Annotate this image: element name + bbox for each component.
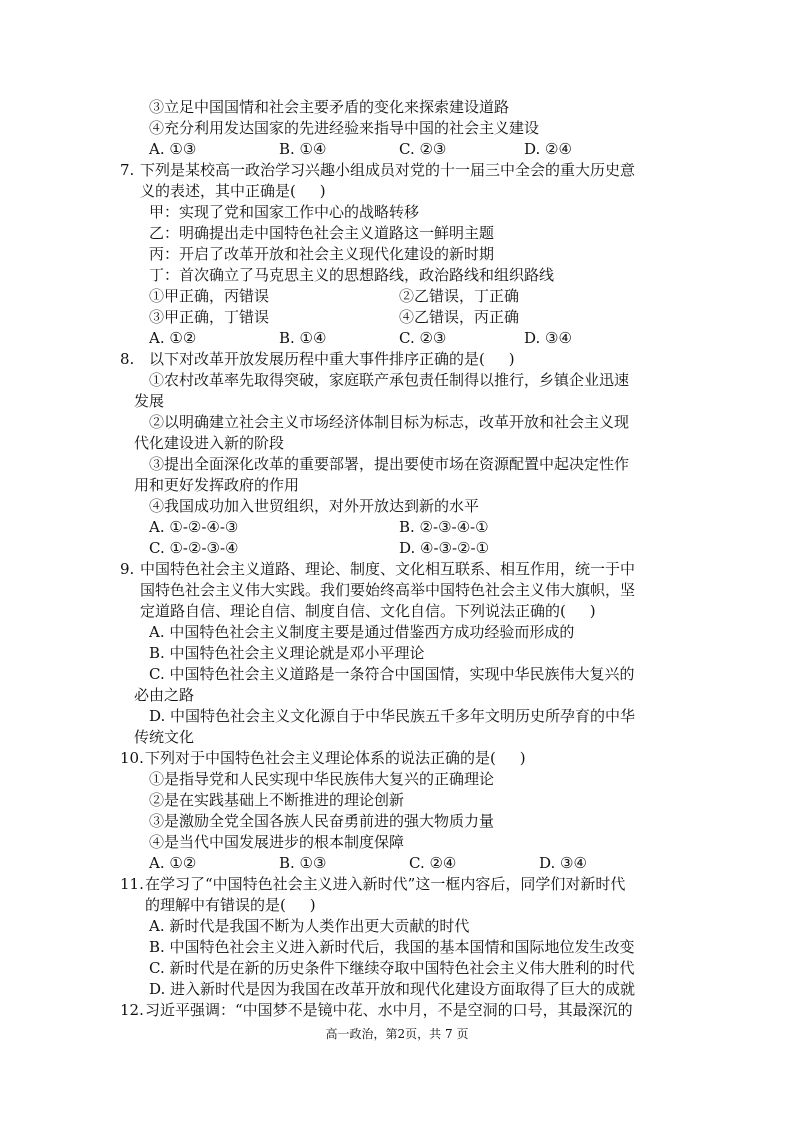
q8-option-3-line1: ③提出全面深化改革的重要部署，提出要使市场在资源配置中起决定性作 xyxy=(149,455,630,473)
page-footer: 高一政治，第2页，共 7 页 xyxy=(325,1027,469,1041)
q6-option-3: ③立足中国国情和社会主要矛盾的变化来探索建设道路 xyxy=(149,98,510,116)
q8-option-2-line2: 代化建设进入新的阶段 xyxy=(134,434,285,452)
q8-option-1-line2: 发展 xyxy=(134,392,165,410)
q7-choice-d: D. ③④ xyxy=(524,329,572,347)
q8-choice-a: A. ①-②-④-③ xyxy=(149,518,239,536)
q9-stem-line1: 中国特色社会主义道路、理论、制度、文化相互联系、相互作用，统一于中 xyxy=(140,560,636,578)
q6-choice-b: B. ①④ xyxy=(279,140,327,158)
q10-number: 10. xyxy=(120,749,144,767)
q6-choice-a: A. ①③ xyxy=(149,140,197,158)
q9-stem-line3: 定道路自信、理论自信、制度自信、文化自信。下列说法正确的( ) xyxy=(140,602,596,620)
q7-judgement-1: ①甲正确，丙错误 xyxy=(149,287,270,305)
q8-choice-c: C. ①-②-③-④ xyxy=(149,539,239,557)
q7-choice-a: A. ①② xyxy=(149,329,197,347)
q8-option-4: ④我国成功加入世贸组织，对外开放达到新的水平 xyxy=(149,497,480,515)
q8-option-3-line2: 用和更好发挥政府的作用 xyxy=(134,476,300,494)
q10-option-3: ③是激励全党全国各族人民奋勇前进的强大物质力量 xyxy=(149,812,495,830)
q9-choice-d-line1: D. 中国特色社会主义文化源自于中华民族五千多年文明历史所孕育的中华 xyxy=(149,707,636,725)
q7-statement-yi: 乙：明确提出走中国特色社会主义道路这一鲜明主题 xyxy=(149,224,495,242)
q6-choice-d: D. ②④ xyxy=(524,140,572,158)
q9-choice-c-line1: C. 中国特色社会主义道路是一条符合中国国情，实现中华民族伟大复兴的 xyxy=(149,665,635,683)
q7-stem-line2: 义的表述，其中正确是( ) xyxy=(140,182,326,200)
q10-choice-d: D. ③④ xyxy=(539,854,587,872)
q6-option-4: ④充分利用发达国家的先进经验来指导中国的社会主义建设 xyxy=(149,119,540,137)
q9-stem-line2: 国特色社会主义伟大实践。我们要始终高举中国特色社会主义伟大旗帜，坚 xyxy=(140,581,636,599)
q8-option-2-line1: ②以明确建立社会主义市场经济体制目标为标志，改革开放和社会主义现 xyxy=(149,413,630,431)
q12-stem-line1: 习近平强调：“中国梦不是镜中花、水中月，不是空洞的口号，其最深沉的 xyxy=(145,1001,633,1019)
q11-stem-line1: 在学习了“中国特色社会主义进入新时代”这一框内容后，同学们对新时代 xyxy=(145,875,626,893)
q12-number: 12. xyxy=(120,1001,144,1019)
q10-choice-a: A. ①② xyxy=(149,854,197,872)
q7-judgement-3: ③甲正确，丁错误 xyxy=(149,308,270,326)
q9-choice-d-line2: 传统文化 xyxy=(134,728,195,746)
q7-statement-ding: 丁：首次确立了马克思主义的思想路线，政治路线和组织路线 xyxy=(149,266,555,284)
q7-choice-b: B. ①④ xyxy=(279,329,327,347)
q9-number: 9. xyxy=(120,560,135,578)
q8-stem: 以下对改革开放发展历程中重大事件排序正确的是( ) xyxy=(149,350,515,368)
q9-choice-c-line2: 必由之路 xyxy=(134,686,195,704)
q8-choice-d: D. ④-③-②-① xyxy=(399,539,490,557)
q7-stem-line1: 下列是某校高一政治学习兴趣小组成员对党的十一届三中全会的重大历史意 xyxy=(140,161,636,179)
q11-choice-c: C. 新时代是在新的历史条件下继续夺取中国特色社会主义伟大胜利的时代 xyxy=(149,959,635,977)
q8-choice-b: B. ②-③-④-① xyxy=(399,518,489,536)
q8-option-1-line1: ①农村改革率先取得突破，家庭联产承包责任制得以推行，乡镇企业迅速 xyxy=(149,371,630,389)
q11-choice-d: D. 进入新时代是因为我国在改革开放和现代化建设方面取得了巨大的成就 xyxy=(149,980,636,998)
q7-statement-bing: 丙：开启了改革开放和社会主义现代化建设的新时期 xyxy=(149,245,495,263)
q11-choice-a: A. 新时代是我国不断为人类作出更大贡献的时代 xyxy=(149,917,470,935)
q11-choice-b: B. 中国特色社会主义进入新时代后，我国的基本国情和国际地位发生改变 xyxy=(149,938,635,956)
q10-option-4: ④是当代中国发展进步的根本制度保障 xyxy=(149,833,405,851)
q9-choice-a: A. 中国特色社会主义制度主要是通过借鉴西方成功经验而形成的 xyxy=(149,623,575,641)
q10-stem: 下列对于中国特色社会主义理论体系的说法正确的是( ) xyxy=(145,749,526,767)
q11-number: 11. xyxy=(120,875,144,893)
q7-judgement-4: ④乙错误，丙正确 xyxy=(399,308,520,326)
q7-choice-c: C. ②③ xyxy=(399,329,447,347)
q11-stem-line2: 的理解中有错误的是( ) xyxy=(145,896,316,914)
q8-number: 8. xyxy=(120,350,135,368)
q6-choice-c: C. ②③ xyxy=(399,140,447,158)
q7-number: 7. xyxy=(120,161,135,179)
q9-choice-b: B. 中国特色社会主义理论就是邓小平理论 xyxy=(149,644,425,662)
q7-statement-jia: 甲：实现了党和国家工作中心的战略转移 xyxy=(149,203,420,221)
q10-choice-c: C. ②④ xyxy=(409,854,457,872)
q7-judgement-2: ②乙错误，丁正确 xyxy=(399,287,520,305)
q10-option-1: ①是指导党和人民实现中华民族伟大复兴的正确理论 xyxy=(149,770,495,788)
q10-choice-b: B. ①③ xyxy=(279,854,327,872)
q10-option-2: ②是在实践基础上不断推进的理论创新 xyxy=(149,791,405,809)
